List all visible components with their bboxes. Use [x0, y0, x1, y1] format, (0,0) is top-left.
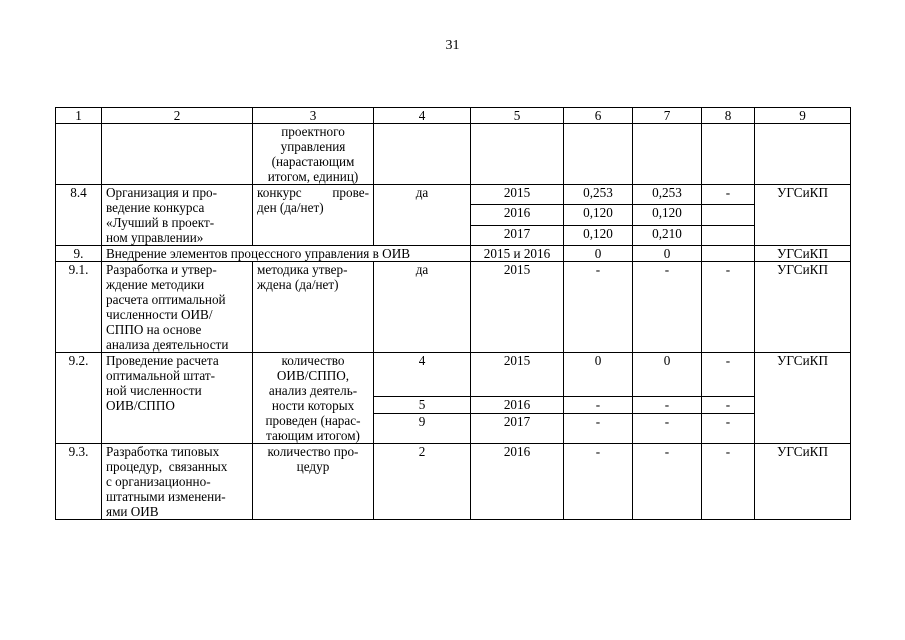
text-line: ждена (да/нет): [257, 277, 339, 292]
text-line: анализа деятельности: [106, 337, 229, 352]
text-line: ями ОИВ: [106, 504, 159, 519]
cell-year: 2017: [471, 225, 564, 245]
header-cell: 6: [564, 108, 633, 124]
header-cell: 1: [56, 108, 102, 124]
cell-fact: -: [633, 444, 702, 520]
header-cell: 9: [755, 108, 851, 124]
text-line: количество: [281, 353, 345, 368]
cell-resp: УГСиКП: [755, 444, 851, 520]
cell-resp: УГСиКП: [755, 353, 851, 444]
header-row: [56, 108, 851, 124]
text-line: Разработка и утвер-: [106, 262, 217, 277]
cell-fact: [633, 124, 702, 185]
text-line: Разработка типовых: [106, 444, 220, 459]
cell-num: 9.1.: [56, 262, 102, 353]
text-line: расчета оптимальной: [106, 292, 226, 307]
cell-resp: [755, 124, 851, 185]
header-cell: 3: [253, 108, 374, 124]
cell-dev: -: [702, 353, 755, 397]
text-line: СППО на основе: [106, 322, 202, 337]
cell-plan: -: [564, 444, 633, 520]
cell-fact: 0,120: [633, 205, 702, 225]
cell-num: [56, 124, 102, 185]
text-line: с организационно-: [106, 474, 211, 489]
cell-year: 2016: [471, 397, 564, 414]
cell-name: [102, 262, 253, 353]
table-row: [56, 246, 851, 262]
text-line: оптимальной штат-: [106, 368, 216, 383]
text-line: конкурс прове-: [257, 185, 369, 200]
cell-indicator: [253, 353, 374, 444]
cell-year: 2016: [471, 444, 564, 520]
text-line: ОИВ/СППО,: [276, 368, 350, 383]
text-line: численности ОИВ/: [106, 307, 213, 322]
text-line: ден (да/нет): [257, 200, 324, 215]
cell-indicator: [253, 185, 374, 246]
table-row: [56, 124, 851, 185]
cell-fact: 0: [633, 246, 702, 262]
cell-indicator: [253, 444, 374, 520]
cell-indicator: [253, 262, 374, 353]
cell-num: 8.4: [56, 185, 102, 246]
cell-plan: -: [564, 397, 633, 414]
cell-num: 9.2.: [56, 353, 102, 444]
text-line: «Лучший в проект-: [106, 215, 215, 230]
cell-name: [102, 185, 253, 246]
cell-year: 2016: [471, 205, 564, 225]
cell-year: [471, 124, 564, 185]
table-row: [56, 353, 851, 397]
cell-dev: [702, 225, 755, 245]
cell-dev: -: [702, 444, 755, 520]
cell-plan: [564, 124, 633, 185]
header-cell: 7: [633, 108, 702, 124]
cell-num: 9.: [56, 246, 102, 262]
text-line: количество про-: [267, 444, 359, 459]
cell-plan: 0,120: [564, 205, 633, 225]
text-line: анализ деятель-: [268, 383, 358, 398]
cell-plan: 0: [564, 246, 633, 262]
cell-base: 4: [374, 353, 471, 397]
cell-dev: -: [702, 262, 755, 353]
cell-plan: 0,120: [564, 225, 633, 245]
table-row: [56, 444, 851, 520]
cell-resp: УГСиКП: [755, 246, 851, 262]
text-line: ности которых: [271, 398, 355, 413]
cell-base: 2: [374, 444, 471, 520]
cell-name: [102, 444, 253, 520]
cell-plan: -: [564, 414, 633, 444]
header-cell: 5: [471, 108, 564, 124]
cell-base: 5: [374, 397, 471, 414]
text-line: Организация и про-: [106, 185, 218, 200]
cell-num: 9.3.: [56, 444, 102, 520]
text-line: ждение методики: [106, 277, 205, 292]
cell-dev: -: [702, 414, 755, 444]
text-line: ведение конкурса: [106, 200, 205, 215]
cell-dev: [702, 205, 755, 225]
cell-fact: -: [633, 262, 702, 353]
text-line: (нарастающим: [271, 154, 355, 169]
header-cell: 2: [102, 108, 253, 124]
cell-base: [374, 124, 471, 185]
cell-plan: -: [564, 262, 633, 353]
text-line: цедур: [296, 459, 330, 474]
cell-year: 2015: [471, 262, 564, 353]
text-line: проектного: [281, 124, 345, 139]
cell-dev: -: [702, 185, 755, 205]
table-row: [56, 185, 851, 205]
cell-base: 9: [374, 414, 471, 444]
text-line: итогом, единиц): [267, 169, 359, 184]
text-line: методика утвер-: [257, 262, 348, 277]
cell-dev: [702, 246, 755, 262]
text-line: Проведение расчета: [106, 353, 219, 368]
cell-year: 2015: [471, 353, 564, 397]
cell-plan: 0: [564, 353, 633, 397]
cell-plan: 0,253: [564, 185, 633, 205]
header-cell: 4: [374, 108, 471, 124]
text-line: штатными изменени-: [106, 489, 226, 504]
cell-name: [102, 124, 253, 185]
cell-year: 2015 и 2016: [471, 246, 564, 262]
text-line: ной численности: [106, 383, 202, 398]
cell-dev: [702, 124, 755, 185]
cell-year: 2015: [471, 185, 564, 205]
cell-fact: -: [633, 414, 702, 444]
cell-base: да: [374, 185, 471, 246]
header-cell: 8: [702, 108, 755, 124]
cell-fact: 0,210: [633, 225, 702, 245]
table-row: [56, 262, 851, 353]
indicators-table: [55, 107, 851, 520]
text-line: процедур, связанных: [106, 459, 228, 474]
text-line: тающим итогом): [266, 428, 360, 443]
cell-section-title: Внедрение элементов процессного управления в ОИВ: [102, 246, 471, 262]
cell-indicator: [253, 124, 374, 185]
page-number: 31: [445, 38, 460, 53]
cell-name: [102, 353, 253, 444]
cell-fact: 0: [633, 353, 702, 397]
text-line: проведен (нарас-: [265, 413, 361, 428]
text-line: ОИВ/СППО: [106, 398, 175, 413]
text-line: управления: [280, 139, 346, 154]
cell-fact: 0,253: [633, 185, 702, 205]
cell-base: да: [374, 262, 471, 353]
text-line: ном управлении»: [106, 230, 204, 245]
cell-dev: -: [702, 397, 755, 414]
cell-resp: УГСиКП: [755, 185, 851, 246]
cell-fact: -: [633, 397, 702, 414]
cell-resp: УГСиКП: [755, 262, 851, 353]
cell-year: 2017: [471, 414, 564, 444]
